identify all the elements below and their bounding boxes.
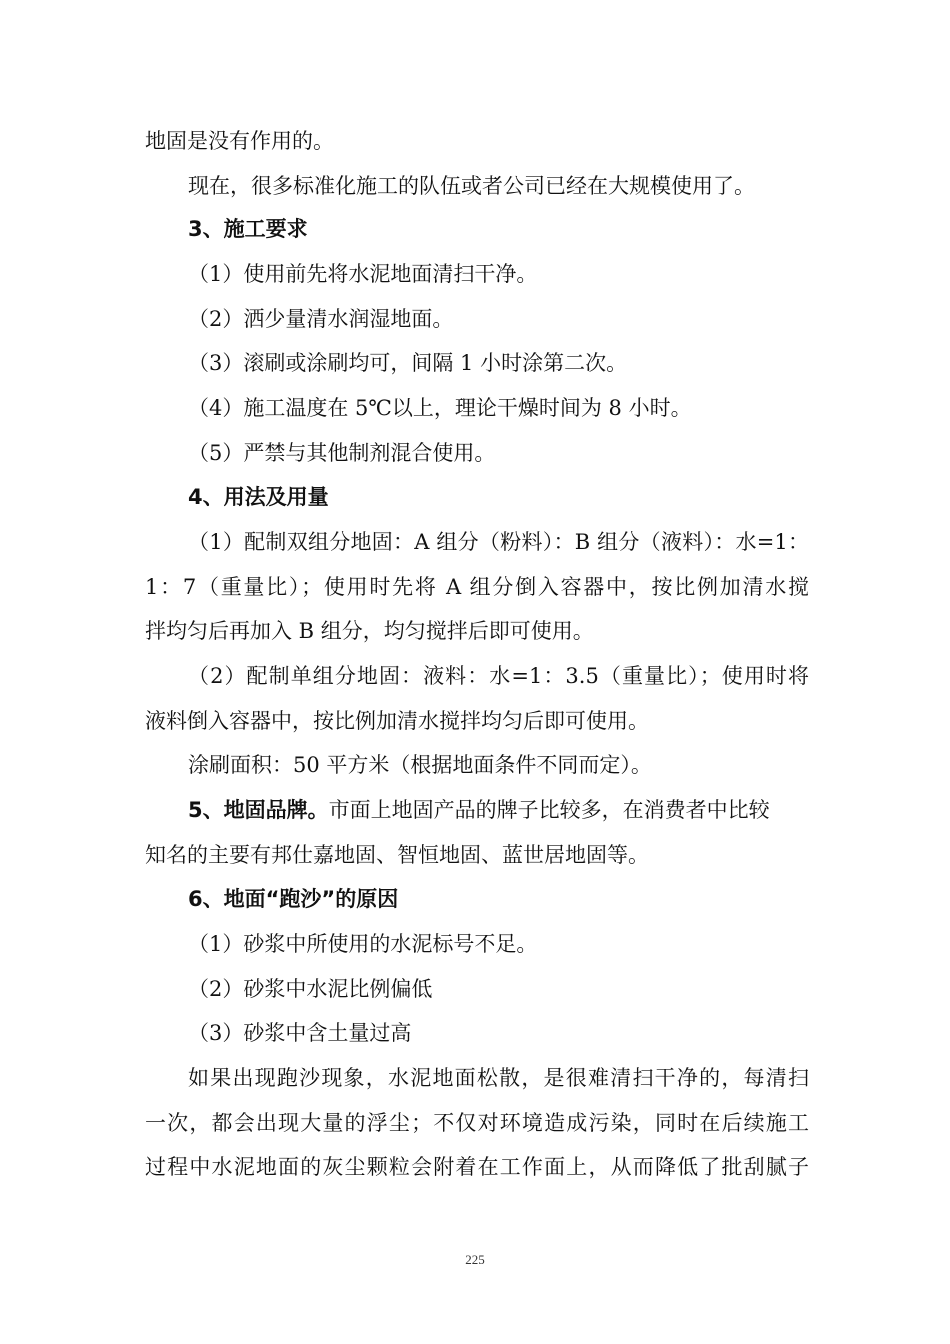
body-text-line: 1：7（重量比）；使用时先将 A 组分倒入容器中，按比例加清水搅 <box>145 575 809 599</box>
body-text-line <box>188 795 809 825</box>
list-item: （1）砂浆中所使用的水泥标号不足。 <box>188 932 538 956</box>
list-item: （1）使用前先将水泥地面清扫干净。 <box>188 262 538 286</box>
list-item: （5）严禁与其他制剂混合使用。 <box>188 441 496 465</box>
body-text-line: 如果出现跑沙现象，水泥地面松散，是很难清扫干净的，每清扫 <box>188 1066 809 1090</box>
section-heading: 6、地面“跑沙”的原因 <box>188 887 399 911</box>
body-text-line: 过程中水泥地面的灰尘颗粒会附着在工作面上，从而降低了批刮腻子 <box>145 1155 809 1179</box>
list-item: （2）砂浆中水泥比例偏低 <box>188 977 433 1001</box>
body-text-line: 拌均匀后再加入 B 组分，均匀搅拌后即可使用。 <box>145 619 594 643</box>
body-text-line: 涂刷面积：50 平方米（根据地面条件不同而定）。 <box>188 753 652 777</box>
section-heading: 4、用法及用量 <box>188 485 329 509</box>
body-text-line: 知名的主要有邦仕嘉地固、智恒地固、蓝世居地固等。 <box>145 843 649 867</box>
body-text-line: 一次，都会出现大量的浮尘；不仅对环境造成污染，同时在后续施工 <box>145 1111 809 1135</box>
section-heading: 3、施工要求 <box>188 217 308 241</box>
list-item: （3）滚刷或涂刷均可，间隔 1 小时涂第二次。 <box>188 351 628 375</box>
body-text-line: 液料倒入容器中，按比例加清水搅拌均匀后即可使用。 <box>145 709 649 733</box>
body-text-line: （1）配制双组分地固：A 组分（粉料）：B 组分（液料）：水=1： <box>188 530 809 554</box>
body-text-line: （2）配制单组分地固：液料：水=1：3.5（重量比）；使用时将 <box>188 664 809 688</box>
page-number: 225 <box>465 1252 485 1267</box>
list-item: （4）施工温度在 5℃以上，理论干燥时间为 8 小时。 <box>188 396 692 420</box>
body-text-line: 地固是没有作用的。 <box>145 129 334 153</box>
list-item: （3）砂浆中含土量过高 <box>188 1021 412 1045</box>
section-heading-inline: 5、地固品牌。 <box>188 798 329 822</box>
body-text-inline: 市面上地固产品的牌子比较多，在消费者中比较 <box>328 798 770 822</box>
list-item: （2）洒少量清水润湿地面。 <box>188 307 454 331</box>
body-text-line: 现在，很多标准化施工的队伍或者公司已经在大规模使用了。 <box>188 174 755 198</box>
